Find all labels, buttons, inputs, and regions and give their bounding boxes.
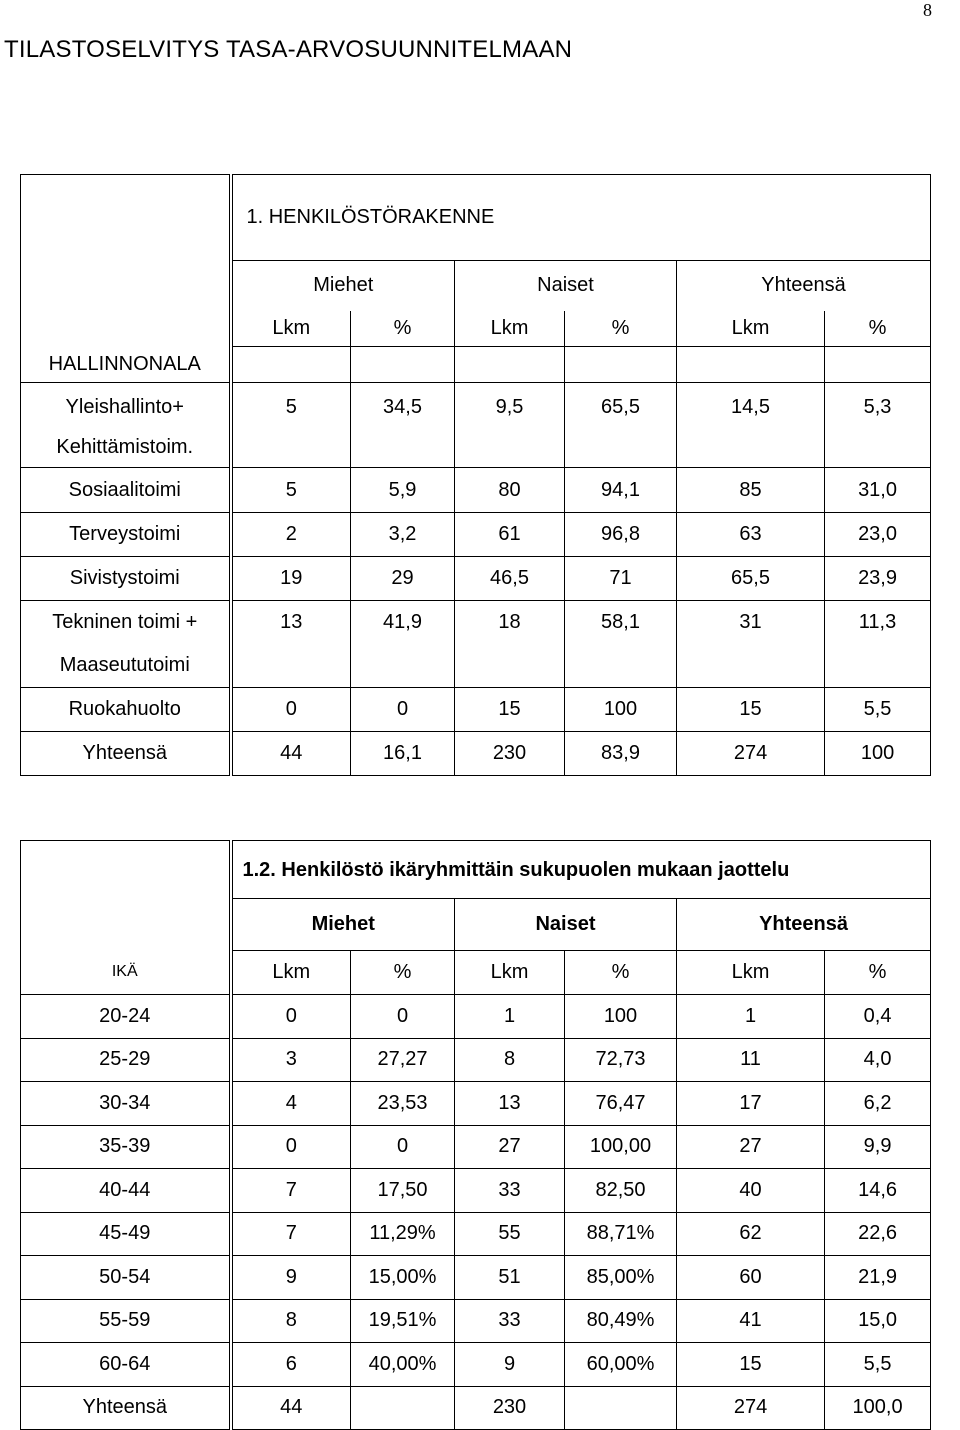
table-row [21,383,931,468]
cell: 5 [231,383,351,468]
cell: 4 [231,1082,351,1126]
group-header-men: Miehet [231,899,455,951]
cell: 15,00% [351,1256,455,1300]
cell: 22,6 [825,1212,931,1256]
cell: 44 [231,732,351,776]
cell: 100,0 [825,1386,931,1430]
cell: 63 [677,513,825,557]
row-label: 30-34 [21,1082,231,1126]
group-header-total: Yhteensä [677,899,931,951]
cell: 11,3 [825,601,931,688]
cell: 0 [351,995,455,1039]
group-header-men: Miehet [231,261,455,311]
cell: 1 [455,995,565,1039]
table-row [21,468,931,513]
row-label: 55-59 [21,1299,231,1343]
table-row [21,995,931,1039]
cell: 27 [677,1125,825,1169]
cell: 6 [231,1343,351,1387]
cell: 11,29% [351,1212,455,1256]
cell: 13 [455,1082,565,1126]
cell: 100 [565,688,677,732]
age-group-table [20,840,931,1430]
cell: 9,9 [825,1125,931,1169]
cell: 61 [455,513,565,557]
subheader: % [351,311,455,347]
cell: 9 [455,1343,565,1387]
row-label: 60-64 [21,1343,231,1387]
subheader: Lkm [677,951,825,995]
table-row [21,1299,931,1343]
cell: 72,73 [565,1038,677,1082]
page-number: 8 [923,0,932,20]
cell: 9,5 [455,383,565,468]
table-row [21,1038,931,1082]
row-label: 25-29 [21,1038,231,1082]
table-row [21,1169,931,1213]
cell: 230 [455,732,565,776]
cell: 1 [677,995,825,1039]
table-row [21,513,931,557]
row-label: Yleishallinto+ Kehittämistoim. [21,383,231,468]
cell: 0,4 [825,995,931,1039]
subheader: % [565,311,677,347]
cell: 19 [231,557,351,601]
cell: 16,1 [351,732,455,776]
cell: 15,0 [825,1299,931,1343]
table-row [21,688,931,732]
row-label: Sivistystoimi [21,557,231,601]
cell: 3 [231,1038,351,1082]
row-label: 40-44 [21,1169,231,1213]
cell: 5,5 [825,1343,931,1387]
row-label: 45-49 [21,1212,231,1256]
cell: 230 [455,1386,565,1430]
cell: 85 [677,468,825,513]
cell: 34,5 [351,383,455,468]
cell: 0 [231,995,351,1039]
cell: 19,51% [351,1299,455,1343]
cell: 82,50 [565,1169,677,1213]
subheader: % [825,311,931,347]
table-row-total [21,732,931,776]
cell: 15 [455,688,565,732]
cell: 8 [455,1038,565,1082]
row-label: Yhteensä [21,732,231,776]
cell: 0 [231,1125,351,1169]
cell: 41 [677,1299,825,1343]
cell: 65,5 [677,557,825,601]
cell: 31 [677,601,825,688]
row-label: 35-39 [21,1125,231,1169]
cell: 80 [455,468,565,513]
subheader: Lkm [231,951,351,995]
cell: 55 [455,1212,565,1256]
cell: 0 [351,688,455,732]
cell: 60 [677,1256,825,1300]
cell: 100 [565,995,677,1039]
row-header-label: HALLINNONALA [21,347,231,383]
table-row [21,1125,931,1169]
age-rows [21,995,931,1430]
staff-structure-table [20,174,931,776]
table-row [21,1082,931,1126]
cell: 27,27 [351,1038,455,1082]
subheader: % [565,951,677,995]
cell: 4,0 [825,1038,931,1082]
cell: 11 [677,1038,825,1082]
cell: 14,6 [825,1169,931,1213]
row-label: Sosiaalitoimi [21,468,231,513]
cell: 60,00% [565,1343,677,1387]
cell: 100 [825,732,931,776]
cell: 5,9 [351,468,455,513]
cell: 14,5 [677,383,825,468]
cell: 23,0 [825,513,931,557]
cell: 8 [231,1299,351,1343]
row-label: Terveystoimi [21,513,231,557]
cell: 0 [351,1125,455,1169]
group-header-total: Yhteensä [677,261,931,311]
table-row [21,601,931,688]
cell: 51 [455,1256,565,1300]
row-label: 50-54 [21,1256,231,1300]
row-header-label: IKÄ [21,951,231,995]
cell: 23,9 [825,557,931,601]
cell: 94,1 [565,468,677,513]
cell: 18 [455,601,565,688]
subheader: Lkm [231,311,351,347]
cell: 33 [455,1299,565,1343]
cell: 27 [455,1125,565,1169]
group-header-women: Naiset [455,261,677,311]
cell: 100,00 [565,1125,677,1169]
cell: 88,71% [565,1212,677,1256]
cell: 5 [231,468,351,513]
cell: 33 [455,1169,565,1213]
table-row [21,557,931,601]
subheader: % [351,951,455,995]
cell: 71 [565,557,677,601]
cell: 83,9 [565,732,677,776]
cell: 6,2 [825,1082,931,1126]
subheader: Lkm [677,311,825,347]
cell: 17,50 [351,1169,455,1213]
cell: 15 [677,688,825,732]
row-label: Yhteensä [21,1386,231,1430]
cell: 44 [231,1386,351,1430]
cell: 41,9 [351,601,455,688]
cell: 13 [231,601,351,688]
table-row [21,1343,931,1387]
document-title: TILASTOSELVITYS TASA-ARVOSUUNNITELMAAN [4,36,573,63]
cell: 40,00% [351,1343,455,1387]
cell: 46,5 [455,557,565,601]
group-header-women: Naiset [455,899,677,951]
cell: 5,3 [825,383,931,468]
cell: 80,49% [565,1299,677,1343]
cell: 5,5 [825,688,931,732]
cell: 3,2 [351,513,455,557]
cell: 17 [677,1082,825,1126]
cell: 29 [351,557,455,601]
subheader: Lkm [455,311,565,347]
table-row [21,1256,931,1300]
row-label: 20-24 [21,995,231,1039]
cell: 65,5 [565,383,677,468]
cell: 76,47 [565,1082,677,1126]
corner-cell [21,175,231,261]
cell: 7 [231,1169,351,1213]
cell: 31,0 [825,468,931,513]
subheader: % [825,951,931,995]
subheader: Lkm [455,951,565,995]
cell: 21,9 [825,1256,931,1300]
table-caption: 1.2. Henkilöstö ikäryhmittäin sukupuolen mukaan jaottelu [231,841,825,899]
cell: 2 [231,513,351,557]
cell: 40 [677,1169,825,1213]
cell: 7 [231,1212,351,1256]
cell: 23,53 [351,1082,455,1126]
row-label: Ruokahuolto [21,688,231,732]
cell: 15 [677,1343,825,1387]
table-caption: 1. HENKILÖSTÖRAKENNE [231,175,825,261]
cell: 62 [677,1212,825,1256]
cell: 274 [677,1386,825,1430]
cell: 96,8 [565,513,677,557]
cell: 58,1 [565,601,677,688]
cell: 9 [231,1256,351,1300]
cell: 274 [677,732,825,776]
table-row [21,1212,931,1256]
row-label: Tekninen toimi + Maaseututoimi [21,601,231,688]
cell: 85,00% [565,1256,677,1300]
cell: 0 [231,688,351,732]
